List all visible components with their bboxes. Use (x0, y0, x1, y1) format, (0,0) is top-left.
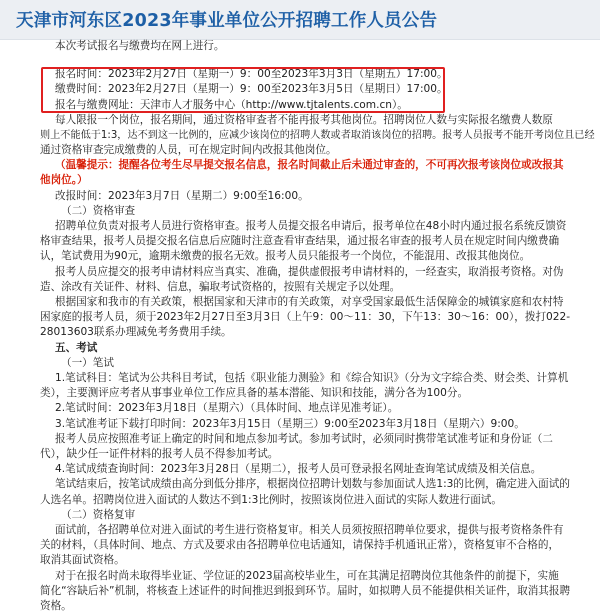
payment-time-line: 缴费时间：2023年2月27日（星期一）9：00至2023年3月5日（星期日）17:00。 (55, 83, 448, 95)
text-line: 1.笔试科目：笔试为公共科目考试，包括《职业能力测验》和《综合知识》（分为文字综合类、财会类、计算机 (55, 372, 569, 384)
section-heading: （一）笔试 (61, 357, 114, 369)
text-line: 本次考试报名与缴费均在网上进行。 (55, 40, 225, 52)
text-line: 造、涂改有关证件、材料、信息，骗取考试资格的，按照有关规定予以处理。 (40, 281, 401, 293)
highlight-box (41, 67, 445, 113)
section-heading: （二）资格审查 (61, 205, 136, 217)
registration-website-line: 报名与缴费网址：天津市人才服务中心（http://www.tjtalents.com.cn）。 (55, 99, 408, 111)
text-line: 改报时间：2023年3月7日（星期二）9:00至16:00。 (55, 190, 309, 202)
text-line: 报考人员应按照准考证上确定的时间和地点参加考试。参加考试时，必须同时携带笔试准考证和身份证（二 (55, 433, 553, 445)
text-line: 困家庭的报考人员，须于2023年2月27日至3月3日（上午9：00～11：30，下午13：30～16：00），拨打022- (40, 311, 571, 323)
text-line: 对于在报名时尚未取得毕业证、学位证的2023届高校毕业生，可在其满足招聘岗位其他条件的前提下，实施 (55, 570, 559, 582)
text-line: 招聘单位负责对报考人员进行资格审查。报考人员提交报名申请后，报考单位在48小时内通过报名系统反馈资 (55, 220, 567, 232)
text-line: 人选名单。招聘岗位进入面试的人数达不到1:3比例时，按照该岗位进入面试的实际人数进行面试。 (40, 494, 502, 506)
text-line: 4.笔试成绩查询时间：2023年3月28日（星期二），报考人员可登录报名网址查询笔试成绩及相关信息。 (55, 463, 542, 475)
registration-time-line: 报名时间：2023年2月27日（星期一）9：00至2023年3月3日（星期五）17:00。 (55, 68, 448, 80)
title-bar (0, 0, 600, 40)
text-line: 类），主要测评应考者从事事业单位工作应具备的基本潜能、知识和技能，满分各为100分。 (40, 387, 469, 399)
section-heading: 五、考试 (55, 342, 98, 354)
text-line: 代），缺少任一证件材料的报考人员不得参加考试。 (40, 448, 279, 460)
text-line: 3.笔试准考证下载打印时间：2023年3月15日（星期三）9:00至2023年3月18日（星期六）9:00。 (55, 418, 525, 430)
text-line: 每人限报一个岗位，报名期间，通过资格审查者不能再报考其他岗位。招聘岗位人数与实际报名缴费人数原 (55, 114, 553, 126)
text-line: 格审查结果，报考人员提交报名信息后应随时注意查看审查结果，通过报名审查的报考人员在规定时间内缴费确 (40, 235, 560, 247)
text-line: 简化“容缺后补”机制，将核查上述证件的时间推迟到报到环节。届时，如拟聘人员不能提供相关证件，取消其报聘 (40, 585, 571, 597)
text-line: 认，笔试费用为90元，逾期未缴费的报名无效。报考人员只能报考一个岗位，不能混用、改报其他岗位。 (40, 250, 531, 262)
text-line: 根据国家和我市的有关政策，根据国家和天津市的有关政策，对享受国家最低生活保障金的城镇家庭和农村特 (55, 296, 564, 308)
text-line: 28013603联系办理减免考务费用手续。 (40, 326, 232, 338)
text-line: 取消其面试资格。 (40, 554, 125, 566)
text-line: 则上不能低于1:3，达不到这一比例的，应减少该岗位的招聘人数或者取消该岗位的招聘。报考人员报考不能开考岗位且已经 (40, 130, 595, 141)
text-line: 报考人员应提交的报考申请材料应当真实、准确，提供虚假报考申请材料的，一经查实，取消报考资格。对伪 (55, 266, 564, 278)
reminder-text: （温馨提示：提醒各位考生尽早提交报名信息，报名时间截止后未通过审查的，不可再次报考该岗位或改报其 (55, 159, 564, 171)
text-line: 面试前，各招聘单位对进入面试的考生进行资格复审。相关人员须按照招聘单位要求，提供与报考资格条件有 (55, 524, 564, 536)
text-line: 关的材料，（具体时间、地点、方式及要求由各招聘单位电话通知，请保持手机通讯正常），资格复审不合格的， (40, 539, 560, 551)
text-line: 2.笔试时间：2023年3月18日（星期六）（具体时间、地点详见准考证）。 (55, 402, 399, 414)
reminder-text: 他岗位。） (40, 174, 88, 186)
page-title: 天津市河东区2023年事业单位公开招聘工作人员公告 (16, 11, 438, 31)
text-line: 通过资格审查完成缴费的人员，可在规定时间内改报其他岗位。 (40, 144, 337, 156)
text-line: 笔试结束后，按笔试成绩由高分到低分排序，根据岗位招聘计划数与参加面试人选1:3的比例，确定进入面试的 (55, 478, 570, 490)
section-heading: （二）资格复审 (61, 509, 136, 521)
text-line: 资格。 (40, 600, 72, 612)
